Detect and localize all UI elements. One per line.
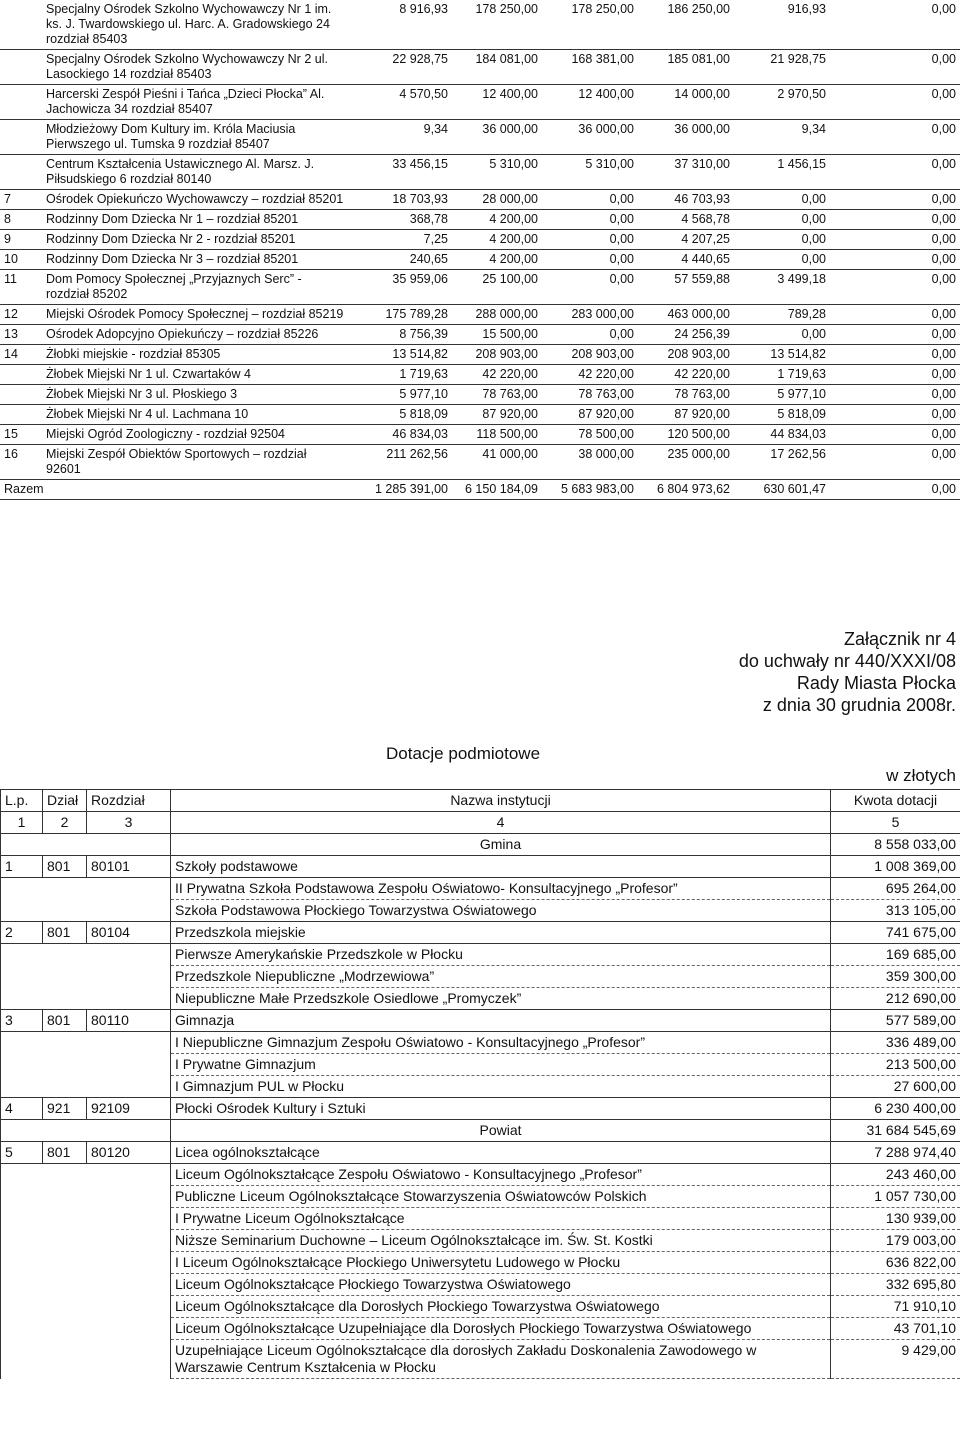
amount-cell: 1 719,63 [734,365,830,385]
amount-cell: 35 959,06 [348,270,452,305]
amount-cell: 8 916,93 [348,0,452,50]
amount-cell: 1 719,63 [348,365,452,385]
amount-cell: 6 230 400,00 [831,1098,960,1120]
table-row [0,425,960,445]
empty-cell [1,1340,171,1379]
amount-cell: 0,00 [830,210,960,230]
table-row [0,385,960,405]
institution-name: Ośrodek Opiekuńczo Wychowawczy – rozdział 85201 [42,190,348,210]
amount-cell: 4 200,00 [452,250,542,270]
sub-row [1,988,960,1010]
institution-name: Liceum Ogólnokształcące Płockiego Towarzystwa Oświatowego [171,1274,831,1296]
sub-row [1,1164,960,1186]
row-number: 10 [0,250,42,270]
unit-label: w złotych [886,766,956,785]
table-row [0,85,960,120]
empty-cell [1,988,171,1010]
amount-cell: 43 701,10 [831,1318,960,1340]
total-amount: 1 285 391,00 [348,480,452,500]
table-row [0,305,960,325]
amount-cell: 235 000,00 [638,445,734,480]
amount-cell: 12 400,00 [452,85,542,120]
row-number: 7 [0,190,42,210]
row-number [0,120,42,155]
row-number: 16 [0,445,42,480]
institution-name: Pierwsze Amerykańskie Przedszkole w Płocku [171,944,831,966]
amount-cell: 5 310,00 [542,155,638,190]
amount-cell: 87 920,00 [638,405,734,425]
column-header: Kwota dotacji [831,790,960,812]
amount-cell: 9 429,00 [831,1340,960,1379]
table-row [0,325,960,345]
amount-cell: 57 559,88 [638,270,734,305]
amount-cell: 8 756,39 [348,325,452,345]
amount-cell: 46 834,03 [348,425,452,445]
amount-cell: 0,00 [734,190,830,210]
amount-cell: 33 456,15 [348,155,452,190]
annex-number: Załącznik nr 4 [843,629,956,649]
institution-name: I Niepubliczne Gimnazjum Zespołu Oświatowo - Konsultacyjnego „Profesor” [171,1032,831,1054]
amount-cell: 0,00 [830,345,960,365]
amount-cell: 695 264,00 [831,878,960,900]
amount-cell: 71 910,10 [831,1296,960,1318]
amount-cell: 243 460,00 [831,1164,960,1186]
amount-cell: 0,00 [830,250,960,270]
institution-name: II Prywatna Szkoła Podstawowa Zespołu Oświatowo- Konsultacyjnego „Profesor” [171,878,831,900]
institution-name: Liceum Ogólnokształcące Zespołu Oświatowo - Konsultacyjnego „Profesor” [171,1164,831,1186]
dzial-code: 801 [43,1010,87,1032]
amount-cell: 0,00 [830,190,960,210]
row-number [0,405,42,425]
amount-cell: 15 500,00 [452,325,542,345]
amount-cell: 44 834,03 [734,425,830,445]
amount-cell: 0,00 [830,425,960,445]
amount-cell: 0,00 [830,365,960,385]
institution-name: Liceum Ogólnokształcące dla Dorosłych Płockiego Towarzystwa Oświatowego [171,1296,831,1318]
column-number: 3 [87,812,171,834]
amount-cell: 0,00 [830,445,960,480]
amount-cell: 78 500,00 [542,425,638,445]
amount-cell: 4 200,00 [452,230,542,250]
amount-cell: 14 000,00 [638,85,734,120]
amount-cell: 0,00 [830,325,960,345]
dzial-code: 801 [43,856,87,878]
row-number: 12 [0,305,42,325]
empty-cell [1,1186,171,1208]
amount-cell: 22 928,75 [348,50,452,85]
amount-cell: 12 400,00 [542,85,638,120]
institution-name: Niższe Seminarium Duchowne – Liceum Ogólnokształcące im. Św. St. Kostki [171,1230,831,1252]
empty-cell [1,900,171,922]
total-row [0,480,960,500]
dzial-code: 801 [43,922,87,944]
institution-name: Płocki Ośrodek Kultury i Sztuki [171,1098,831,1120]
amount-cell: 42 220,00 [452,365,542,385]
amount-cell: 184 081,00 [452,50,542,85]
institution-name: I Gimnazjum PUL w Płocku [171,1076,831,1098]
table-row [1,1098,960,1120]
amount-cell: 211 262,56 [348,445,452,480]
section-row [1,1120,960,1142]
institution-name: Harcerski Zespół Pieśni i Tańca „Dzieci Płocka” Al. Jachowicza 34 rozdział 85407 [42,85,348,120]
amount-cell: 9,34 [734,120,830,155]
sub-row [1,1230,960,1252]
institution-name: Uzupełniające Liceum Ogólnokształcące dla dorosłych Zakładu Doskonalenia Zawodowego w Warszawie Centrum Kształcenia w Płocku [171,1340,831,1379]
amount-cell: 24 256,39 [638,325,734,345]
row-number [0,0,42,50]
institution-name: Miejski Zespół Obiektów Sportowych – rozdział 92601 [42,445,348,480]
amount-cell: 36 000,00 [452,120,542,155]
institution-name: Ośrodek Adopcyjno Opiekuńczy – rozdział 85226 [42,325,348,345]
institution-name: Rodzinny Dom Dziecka Nr 2 - rozdział 85201 [42,230,348,250]
empty-cell [1,1274,171,1296]
amount-cell: 169 685,00 [831,944,960,966]
amount-cell: 0,00 [830,120,960,155]
institution-name: Specjalny Ośrodek Szkolno Wychowawczy Nr 2 ul. Lasockiego 14 rozdział 85403 [42,50,348,85]
column-number: 1 [1,812,43,834]
total-amount: 5 683 983,00 [542,480,638,500]
column-number: 5 [831,812,960,834]
amount-cell: 283 000,00 [542,305,638,325]
amount-cell: 208 903,00 [638,345,734,365]
sub-row [1,1274,960,1296]
empty-cell [1,1252,171,1274]
sub-row [1,878,960,900]
amount-cell: 17 262,56 [734,445,830,480]
amount-cell: 208 903,00 [542,345,638,365]
row-number [0,365,42,385]
rozdzial-code: 80120 [87,1142,171,1164]
amount-cell: 36 000,00 [638,120,734,155]
amount-cell: 0,00 [542,270,638,305]
row-number: 3 [1,1010,43,1032]
amount-cell: 4 568,78 [638,210,734,230]
amount-cell: 359 300,00 [831,966,960,988]
table-row [0,210,960,230]
table-row [0,270,960,305]
empty-cell [1,1230,171,1252]
amount-cell: 463 000,00 [638,305,734,325]
amount-cell: 38 000,00 [542,445,638,480]
amount-cell: 288 000,00 [452,305,542,325]
amount-cell: 179 003,00 [831,1230,960,1252]
amount-cell: 0,00 [830,385,960,405]
amount-cell: 0,00 [830,155,960,190]
institution-name: Niepubliczne Małe Przedszkole Osiedlowe „Promyczek” [171,988,831,1010]
row-number: 14 [0,345,42,365]
amount-cell: 168 381,00 [542,50,638,85]
amount-cell: 185 081,00 [638,50,734,85]
section-name: Gmina [171,834,831,856]
amount-cell: 4 207,25 [638,230,734,250]
page-title: Dotacje podmiotowe [386,744,541,763]
table-row [1,856,960,878]
amount-cell: 9,34 [348,120,452,155]
sub-row [1,1252,960,1274]
amount-cell: 118 500,00 [452,425,542,445]
row-number: 11 [0,270,42,305]
amount-cell: 0,00 [542,325,638,345]
institution-name: Rodzinny Dom Dziecka Nr 3 – rozdział 85201 [42,250,348,270]
amount-cell: 7 288 974,40 [831,1142,960,1164]
rozdzial-code: 92109 [87,1098,171,1120]
column-header: Rozdział [87,790,171,812]
amount-cell: 212 690,00 [831,988,960,1010]
amount-cell: 636 822,00 [831,1252,960,1274]
expenditure-table [0,0,960,500]
section-name: Powiat [171,1120,831,1142]
institution-name: Żłobek Miejski Nr 1 ul. Czwartaków 4 [42,365,348,385]
amount-cell: 78 763,00 [638,385,734,405]
amount-cell: 78 763,00 [452,385,542,405]
sub-row [1,1208,960,1230]
amount-cell: 0,00 [830,0,960,50]
amount-cell: 0,00 [830,405,960,425]
annex-council: Rady Miasta Płocka [796,673,956,693]
empty-cell [1,1164,171,1186]
amount-cell: 0,00 [542,190,638,210]
amount-cell: 1 057 730,00 [831,1186,960,1208]
amount-cell: 741 675,00 [831,922,960,944]
table-row [0,345,960,365]
row-number: 1 [1,856,43,878]
amount-cell: 87 920,00 [542,405,638,425]
sub-row [1,1296,960,1318]
row-number: 15 [0,425,42,445]
amount-cell: 0,00 [734,325,830,345]
table-row [0,405,960,425]
table-row [0,230,960,250]
column-header: L.p. [1,790,43,812]
row-number: 5 [1,1142,43,1164]
amount-cell: 18 703,93 [348,190,452,210]
total-label: Razem [0,480,348,500]
amount-cell: 313 105,00 [831,900,960,922]
institution-name: Przedszkole Niepubliczne „Modrzewiowa” [171,966,831,988]
subsidy-table [0,789,960,1379]
amount-cell: 46 703,93 [638,190,734,210]
amount-cell: 3 499,18 [734,270,830,305]
table-row [0,120,960,155]
table-row [1,1142,960,1164]
total-amount: 6 804 973,62 [638,480,734,500]
institution-name: Centrum Kształcenia Ustawicznego Al. Marsz. J. Piłsudskiego 6 rozdział 80140 [42,155,348,190]
amount-cell: 5 818,09 [734,405,830,425]
sub-row [1,1032,960,1054]
amount-cell: 0,00 [542,210,638,230]
institution-name: Szkoła Podstawowa Płockiego Towarzystwa Oświatowego [171,900,831,922]
rozdzial-code: 80104 [87,922,171,944]
institution-name: Rodzinny Dom Dziecka Nr 1 – rozdział 85201 [42,210,348,230]
sub-row [1,944,960,966]
row-number [0,85,42,120]
amount-cell: 2 970,50 [734,85,830,120]
amount-cell: 4 200,00 [452,210,542,230]
row-number [0,50,42,85]
amount-cell: 368,78 [348,210,452,230]
amount-cell: 332 695,80 [831,1274,960,1296]
dzial-code: 801 [43,1142,87,1164]
amount-cell: 0,00 [542,250,638,270]
empty-cell [1,1318,171,1340]
dzial-code: 921 [43,1098,87,1120]
institution-name: Żłobek Miejski Nr 3 ul. Płoskiego 3 [42,385,348,405]
amount-cell: 0,00 [542,230,638,250]
column-number: 2 [43,812,87,834]
amount-cell: 36 000,00 [542,120,638,155]
empty-cell [1,1032,171,1054]
rozdzial-code: 80110 [87,1010,171,1032]
amount-cell: 240,65 [348,250,452,270]
institution-name: Żłobki miejskie - rozdział 85305 [42,345,348,365]
institution-name: Miejski Ogród Zoologiczny - rozdział 92504 [42,425,348,445]
table-row [0,445,960,480]
amount-cell: 21 928,75 [734,50,830,85]
sub-row [1,1076,960,1098]
amount-cell: 0,00 [830,270,960,305]
amount-cell: 5 818,09 [348,405,452,425]
sub-row [1,1340,960,1379]
amount-cell: 120 500,00 [638,425,734,445]
header-row [1,790,960,812]
institution-name: Gimnazja [171,1010,831,1032]
institution-name: I Liceum Ogólnokształcące Płockiego Uniwersytetu Ludowego w Płocku [171,1252,831,1274]
amount-cell: 0,00 [830,230,960,250]
amount-cell: 0,00 [734,210,830,230]
sub-row [1,1318,960,1340]
amount-cell: 178 250,00 [542,0,638,50]
amount-cell: 789,28 [734,305,830,325]
amount-cell: 4 440,65 [638,250,734,270]
institution-name: Młodzieżowy Dom Kultury im. Króla Maciusia Pierwszego ul. Tumska 9 rozdział 85407 [42,120,348,155]
row-number: 4 [1,1098,43,1120]
institution-name: Szkoły podstawowe [171,856,831,878]
table-row [0,155,960,190]
amount-cell: 41 000,00 [452,445,542,480]
amount-cell: 213 500,00 [831,1054,960,1076]
annex-resolution: do uchwały nr 440/XXXI/08 [738,651,956,671]
column-number: 4 [171,812,831,834]
table-row [1,922,960,944]
empty-cell [1,1208,171,1230]
table-row [0,50,960,85]
amount-cell: 1 008 369,00 [831,856,960,878]
sub-row [1,1054,960,1076]
empty-cell [1,1120,171,1142]
empty-cell [1,1076,171,1098]
empty-cell [1,966,171,988]
sub-row [1,900,960,922]
institution-name: Publiczne Liceum Ogólnokształcące Stowarzyszenia Oświatowców Polskich [171,1186,831,1208]
annex-header [739,628,956,716]
row-number: 13 [0,325,42,345]
institution-name: Specjalny Ośrodek Szkolno Wychowawczy Nr 1 im. ks. J. Twardowskiego ul. Harc. A. Gradowskiego 24 rozdział 85403 [42,0,348,50]
amount-cell: 336 489,00 [831,1032,960,1054]
table-row [0,0,960,50]
table-row [0,250,960,270]
table-row [1,1010,960,1032]
amount-cell: 0,00 [830,85,960,120]
table-row [0,190,960,210]
amount-cell: 5 310,00 [452,155,542,190]
amount-cell: 1 456,15 [734,155,830,190]
row-number [0,155,42,190]
amount-cell: 577 589,00 [831,1010,960,1032]
empty-cell [1,1296,171,1318]
amount-cell: 5 977,10 [348,385,452,405]
institution-name: Przedszkola miejskie [171,922,831,944]
row-number: 2 [1,922,43,944]
institution-name: I Prywatne Liceum Ogólnokształcące [171,1208,831,1230]
institution-name: Żłobek Miejski Nr 4 ul. Lachmana 10 [42,405,348,425]
amount-cell: 178 250,00 [452,0,542,50]
total-amount: 6 150 184,09 [452,480,542,500]
row-number [0,385,42,405]
amount-cell: 0,00 [830,305,960,325]
institution-name: I Prywatne Gimnazjum [171,1054,831,1076]
rozdzial-code: 80101 [87,856,171,878]
amount-cell: 13 514,82 [734,345,830,365]
amount-cell: 27 600,00 [831,1076,960,1098]
amount-cell: 175 789,28 [348,305,452,325]
empty-cell [1,944,171,966]
empty-cell [1,878,171,900]
institution-name: Dom Pomocy Społecznej „Przyjaznych Serc” - rozdział 85202 [42,270,348,305]
institution-name: Licea ogólnokształcące [171,1142,831,1164]
empty-cell [1,1054,171,1076]
table-row [0,365,960,385]
section-row [1,834,960,856]
sub-row [1,966,960,988]
amount-cell: 42 220,00 [638,365,734,385]
section-amount: 8 558 033,00 [831,834,960,856]
column-number-row [1,812,960,834]
column-header: Dział [43,790,87,812]
amount-cell: 78 763,00 [542,385,638,405]
amount-cell: 0,00 [734,250,830,270]
annex-date: z dnia 30 grudnia 2008r. [762,695,956,715]
amount-cell: 5 977,10 [734,385,830,405]
amount-cell: 0,00 [734,230,830,250]
amount-cell: 25 100,00 [452,270,542,305]
amount-cell: 4 570,50 [348,85,452,120]
amount-cell: 916,93 [734,0,830,50]
amount-cell: 87 920,00 [452,405,542,425]
institution-name: Liceum Ogólnokształcące Uzupełniające dla Dorosłych Płockiego Towarzystwa Oświatowego [171,1318,831,1340]
amount-cell: 208 903,00 [452,345,542,365]
amount-cell: 186 250,00 [638,0,734,50]
amount-cell: 7,25 [348,230,452,250]
amount-cell: 0,00 [830,50,960,85]
amount-cell: 28 000,00 [452,190,542,210]
amount-cell: 37 310,00 [638,155,734,190]
sub-row [1,1186,960,1208]
total-amount: 0,00 [830,480,960,500]
row-number: 8 [0,210,42,230]
empty-cell [1,834,171,856]
total-amount: 630 601,47 [734,480,830,500]
column-header: Nazwa instytucji [171,790,831,812]
amount-cell: 130 939,00 [831,1208,960,1230]
section-amount: 31 684 545,69 [831,1120,960,1142]
institution-name: Miejski Ośrodek Pomocy Społecznej – rozdział 85219 [42,305,348,325]
row-number: 9 [0,230,42,250]
amount-cell: 13 514,82 [348,345,452,365]
amount-cell: 42 220,00 [542,365,638,385]
